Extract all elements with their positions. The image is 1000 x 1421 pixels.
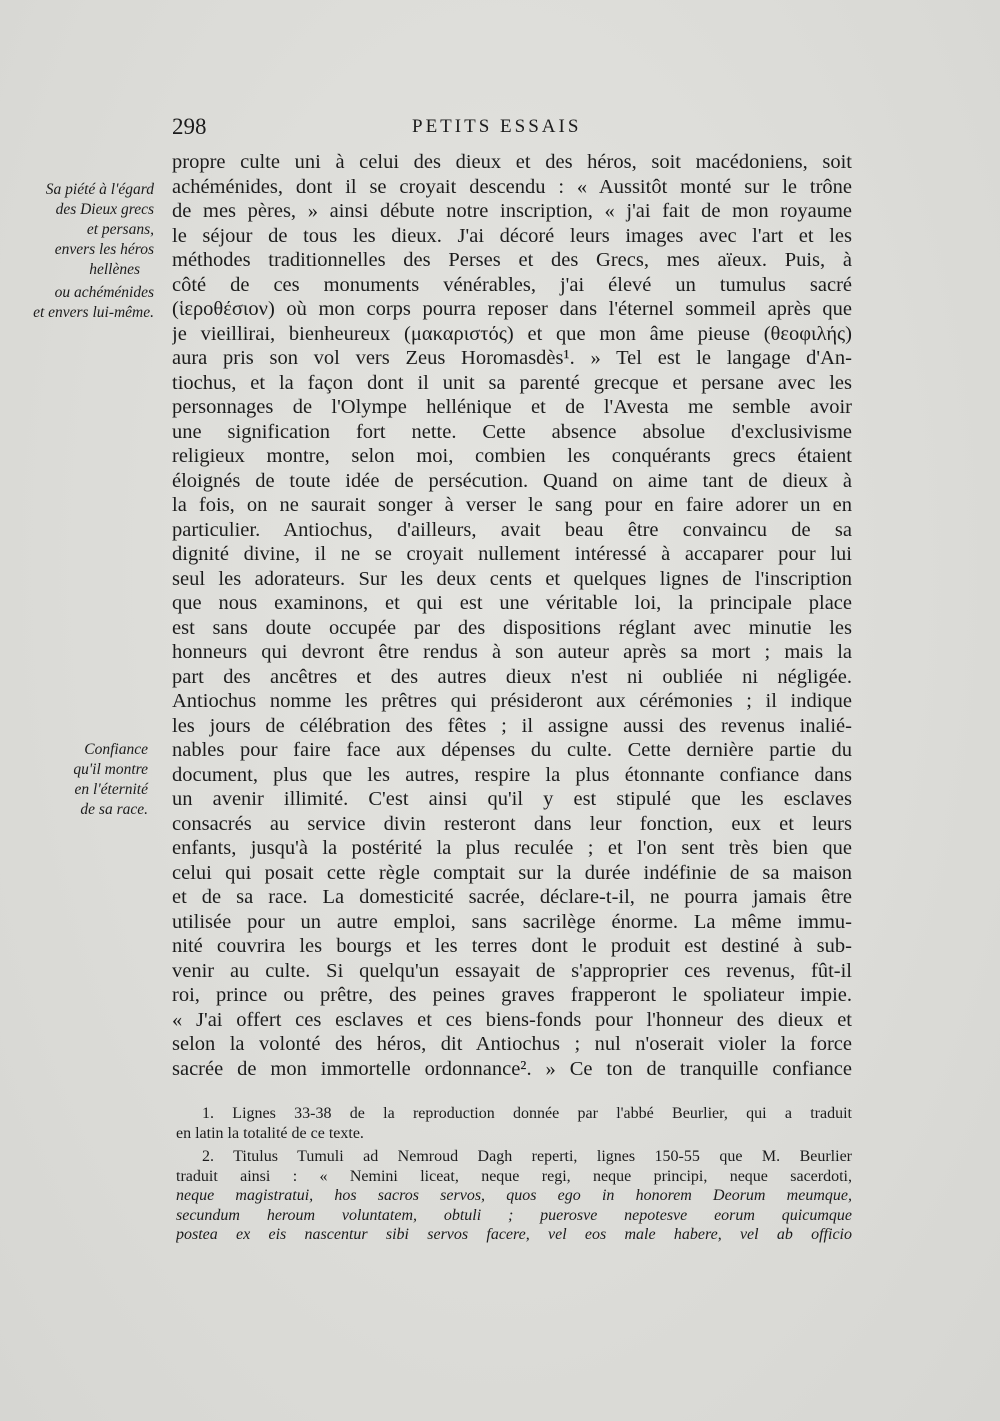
text-line: dignité divine, il ne se croyait nullement intéressé à accaparer pour lui [172, 543, 852, 565]
text-line: selon la volonté des héros, dit Antiochus ; nul n'oserait violer la force [172, 1033, 852, 1055]
text-line: la fois, on ne saurait songer à verser le sang pour en faire adorer un en [172, 494, 852, 516]
text-line: achéménides, dont il se croyait descendu : « Aussitôt monté sur le trône [172, 175, 852, 198]
footnote-line: postea ex eis nascentur sibi servos facere, vel eos male habere, vel ab officio [176, 1226, 852, 1243]
text-line: venir au culte. Si quelqu'un essayait de s'approprier ces revenus, fût-il [172, 959, 852, 982]
text-line: honneurs qui devront être rendus à son auteur après sa mort ; mais la [172, 641, 852, 663]
text-line: (ἱεροθέσιον) où mon corps pourra reposer dans l'éternel sommeil après que [172, 298, 852, 320]
text-line: et de sa race. La domesticité sacrée, déclare-t-il, ne pourra jamais être [172, 886, 852, 908]
text-line: consacrés au service divin resteront dans leur fonction, eux et leurs [172, 812, 852, 835]
margin-note-confidence [0, 740, 148, 820]
footnote-line: neque magistratui, hos sacros servos, quos ego in honorem Deorum meumque, [176, 1187, 852, 1204]
footnote-line: 2. Titulus Tumuli ad Nemroud Dagh reperti, lignes 150-55 que M. Beurlier [202, 1148, 852, 1165]
text-line: côté de ces monuments vénérables, j'ai élevé un tumulus sacré [172, 273, 852, 296]
text-line: les jours de célébration des fêtes ; il assigne aussi des revenus inalié- [172, 714, 852, 737]
text-line: celui qui posait cette règle comptait sur la durée indéfinie de sa maison [172, 861, 852, 884]
text-line: seul les adorateurs. Sur les deux cents et quelques lignes de l'inscription [172, 567, 852, 590]
text-line: « J'ai offert ces esclaves et ces biens-fonds pour l'honneur des dieux et [172, 1008, 852, 1031]
text-line: éloignés de toute idée de persécution. Quand on aime tant de dieux à [172, 469, 852, 492]
text-line: enfants, jusqu'à la postérité la plus reculée ; et l'on sent très bien que [172, 837, 852, 859]
text-line: part des ancêtres et des autres dieux n'est ni oubliée ni négligée. [172, 665, 852, 688]
text-line: nables pour faire face aux dépenses du culte. Cette dernière partie du [172, 739, 852, 761]
margin-note-line: Confiance [84, 741, 148, 758]
text-line: une signification fort nette. Cette absence absolue d'exclusivisme [172, 420, 852, 443]
margin-note-line: envers les héros [54, 241, 154, 258]
footnote-line: traduit ainsi : « Nemini liceat, neque regi, neque principi, neque sacerdoti, [176, 1167, 852, 1185]
text-line: que nous examinons, et qui est une véritable loi, la principale place [172, 592, 852, 614]
page-header [170, 114, 850, 144]
text-line: propre culte uni à celui des dieux et des héros, soit macédoniens, soit [172, 151, 852, 173]
text-line: méthodes traditionnelles des Perses et des Grecs, mes aïeux. Puis, à [172, 249, 852, 271]
margin-note-line: ou achéménides [54, 284, 154, 301]
margin-note-piety [2, 180, 154, 323]
margin-note-line: hellènes [89, 261, 140, 278]
text-line: un avenir illimité. C'est ainsi qu'il y est stipulé que les esclaves [172, 788, 852, 810]
text-line: le séjour de tous les dieux. J'ai décoré leurs images avec l'art et les [172, 224, 852, 247]
footnotes [176, 1104, 852, 1245]
footnote-line: en latin la totalité de ce texte. [176, 1124, 364, 1142]
text-line: nité couvrira les bourgs et les terres dont le produit est destiné à sub- [172, 935, 852, 957]
margin-note-line: de sa race. [80, 801, 148, 818]
margin-note-line: et envers lui-même. [33, 304, 154, 321]
text-line: je vieillirai, bienheureux (μακαριστός) et que mon âme pieuse (θεοφιλής) [172, 322, 852, 345]
running-title: PETITS ESSAIS [412, 116, 582, 137]
text-line: est sans doute occupée par des dispositions réglant avec minutie les [172, 616, 852, 639]
text-line: religieux montre, selon moi, combien les conquérants grecs étaient [172, 445, 852, 467]
text-line: tiochus, et la façon dont il unit sa parenté grecque et persane avec les [172, 371, 852, 394]
text-line: Antiochus nomme les prêtres qui présideront aux cérémonies ; il indique [172, 690, 852, 712]
margin-note-line: des Dieux grecs [55, 201, 154, 218]
margin-note-line: et persans, [86, 221, 154, 238]
page-number: 298 [172, 114, 207, 139]
text-line: sacrée de mon immortelle ordonnance². » Ce ton de tranquille confiance [172, 1057, 852, 1080]
margin-note-line: qu'il montre [73, 761, 148, 778]
text-line: roi, prince ou prêtre, des peines graves frapperont le spoliateur impie. [172, 984, 852, 1006]
text-line: personnages de l'Olympe hellénique et de l'Avesta me semble avoir [172, 396, 852, 418]
text-line: particulier. Antiochus, d'ailleurs, avait beau être convaincu de sa [172, 518, 852, 541]
text-line: de mes pères, » ainsi débute notre inscription, « j'ai fait de mon royaume [172, 200, 852, 222]
footnote-line: 1. Lignes 33-38 de la reproduction donnée par l'abbé Beurlier, qui a traduit [202, 1105, 852, 1122]
margin-note-line: en l'éternité [74, 781, 148, 798]
text-line: aura pris son vol vers Zeus Horomasdès¹. » Tel est le langage d'An- [172, 347, 852, 369]
text-line: document, plus que les autres, respire la plus étonnante confiance dans [172, 763, 852, 786]
footnote-line: secundum heroum voluntatem, obtuli ; puerosve nepotesve eorum quicumque [176, 1206, 852, 1224]
margin-note-line: Sa piété à l'égard [45, 181, 154, 198]
main-text [172, 150, 852, 1081]
text-line: utilisée pour un autre emploi, sans sacrilège énorme. La même immu- [172, 910, 852, 933]
